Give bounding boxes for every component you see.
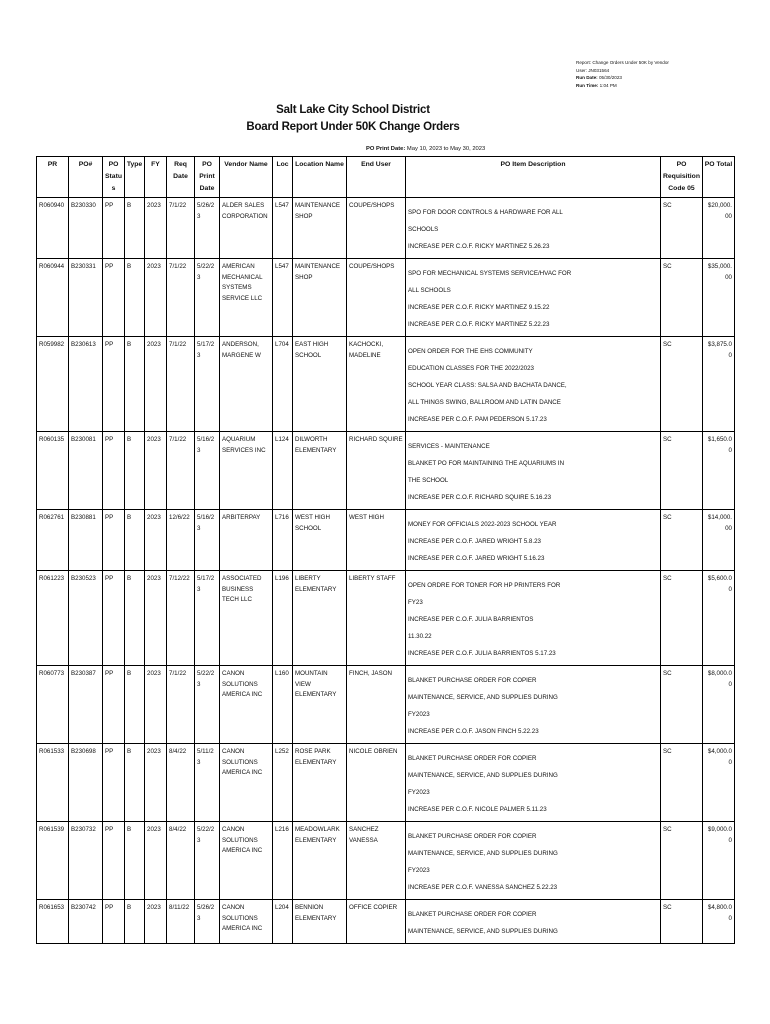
column-header: PO Requisition Code 05: [661, 157, 703, 198]
description-line: SPO FOR MECHANICAL SYSTEMS SERVICE/HVAC FOR: [408, 270, 572, 277]
cell-print: 5/16/23: [195, 432, 220, 510]
table-row: [37, 259, 735, 337]
cell-po: B230330: [69, 198, 103, 259]
description-line: INCREASE PER C.O.F. JULIA BARRIENTOS 5.17.23: [408, 650, 556, 657]
report-user: User: JN031564: [576, 67, 610, 73]
cell-locname: ROSE PARK ELEMENTARY: [293, 744, 347, 822]
cell-pr: R060940: [37, 198, 69, 259]
description-line: SPO FOR DOOR CONTROLS & HARDWARE FOR ALL: [408, 209, 563, 216]
cell-status: PP: [103, 666, 125, 744]
cell-print: 5/26/23: [195, 900, 220, 944]
description-line: SCHOOLS: [408, 226, 439, 233]
cell-enduser: OFFICE COPIER: [347, 900, 406, 944]
cell-loc: L124: [273, 432, 293, 510]
description-line: FY2023: [408, 711, 430, 718]
cell-enduser: WEST HIGH: [347, 510, 406, 571]
cell-code: SC: [661, 571, 703, 666]
description-line: ALL SCHOOLS: [408, 287, 451, 294]
cell-type: B: [125, 432, 145, 510]
cell-type: B: [125, 198, 145, 259]
cell-vendor: CANON SOLUTIONS AMERICA INC: [220, 900, 273, 944]
description-line: OPEN ORDER FOR THE EHS COMMUNITY: [408, 348, 533, 355]
cell-total: $9,000.00: [703, 822, 735, 900]
cell-total: $4,800.00: [703, 900, 735, 944]
cell-enduser: LIBERTY STAFF: [347, 571, 406, 666]
description-line: BLANKET PURCHASE ORDER FOR COPIER: [408, 755, 537, 762]
description-line: INCREASE PER C.O.F. JULIA BARRIENTOS: [408, 616, 534, 623]
cell-code: SC: [661, 337, 703, 432]
cell-locname: EAST HIGH SCHOOL: [293, 337, 347, 432]
cell-loc: L547: [273, 259, 293, 337]
cell-enduser: COUPE/SHOPS: [347, 198, 406, 259]
cell-total: $14,000.00: [703, 510, 735, 571]
description-line: MAINTENANCE, SERVICE, AND SUPPLIES DURING: [408, 694, 558, 701]
cell-total: $8,000.00: [703, 666, 735, 744]
cell-desc: [406, 259, 661, 337]
cell-code: SC: [661, 259, 703, 337]
change-orders-table: [36, 156, 735, 944]
report-titles: [0, 102, 706, 136]
cell-pr: R061533: [37, 744, 69, 822]
cell-enduser: RICHARD SQUIRE: [347, 432, 406, 510]
table-row: [37, 432, 735, 510]
column-header: PO Print Date: [195, 157, 220, 198]
column-header: Loc: [273, 157, 293, 198]
cell-locname: LIBERTY ELEMENTARY: [293, 571, 347, 666]
cell-req: 7/1/22: [167, 198, 195, 259]
table-row: [37, 198, 735, 259]
description-line: INCREASE PER C.O.F. RICKY MARTINEZ 5.22.23: [408, 321, 550, 328]
description-line: INCREASE PER C.O.F. PAM PEDERSON 5.17.23: [408, 416, 547, 423]
cell-vendor: ALDER SALES CORPORATION: [220, 198, 273, 259]
description-line: INCREASE PER C.O.F. JASON FINCH 5.22.23: [408, 728, 539, 735]
description-line: 11.30.22: [408, 633, 432, 640]
description-line: MAINTENANCE, SERVICE, AND SUPPLIES DURING: [408, 928, 558, 935]
table-row: [37, 822, 735, 900]
cell-print: 5/22/23: [195, 666, 220, 744]
cell-type: B: [125, 571, 145, 666]
table-header-row: [37, 157, 735, 198]
description-line: FY23: [408, 599, 423, 606]
cell-fy: 2023: [145, 259, 167, 337]
description-line: INCREASE PER C.O.F. RICHARD SQUIRE 5.16.23: [408, 494, 552, 501]
cell-pr: R059982: [37, 337, 69, 432]
description-line: INCREASE PER C.O.F. JARED WRIGHT 5.16.23: [408, 555, 545, 562]
cell-po: B230742: [69, 900, 103, 944]
cell-print: 5/11/23: [195, 744, 220, 822]
cell-loc: L204: [273, 900, 293, 944]
cell-pr: R060944: [37, 259, 69, 337]
cell-enduser: SANCHEZ VANESSA: [347, 822, 406, 900]
description-line: BLANKET PURCHASE ORDER FOR COPIER: [408, 833, 537, 840]
run-date: Run Date: 05/30/2023: [576, 75, 622, 80]
cell-loc: L252: [273, 744, 293, 822]
cell-desc: [406, 744, 661, 822]
cell-enduser: COUPE/SHOPS: [347, 259, 406, 337]
cell-pr: R060135: [37, 432, 69, 510]
cell-print: 5/22/23: [195, 822, 220, 900]
cell-pr: R060773: [37, 666, 69, 744]
cell-req: 7/1/22: [167, 666, 195, 744]
cell-po: B230523: [69, 571, 103, 666]
cell-desc: [406, 337, 661, 432]
column-header: PO#: [69, 157, 103, 198]
cell-desc: [406, 571, 661, 666]
cell-po: B230698: [69, 744, 103, 822]
description-line: SCHOOL YEAR CLASS: SALSA AND BACHATA DANCE,: [408, 382, 567, 389]
cell-status: PP: [103, 900, 125, 944]
cell-print: 5/17/23: [195, 337, 220, 432]
cell-print: 5/26/23: [195, 198, 220, 259]
cell-locname: DILWORTH ELEMENTARY: [293, 432, 347, 510]
cell-pr: R061223: [37, 571, 69, 666]
cell-print: 5/22/23: [195, 259, 220, 337]
cell-po: B230732: [69, 822, 103, 900]
table-row: [37, 571, 735, 666]
report-name: Report: Change Orders Under 50K by Vendor: [576, 60, 669, 65]
cell-enduser: FINCH, JASON: [347, 666, 406, 744]
cell-type: B: [125, 900, 145, 944]
cell-req: 8/4/22: [167, 822, 195, 900]
cell-desc: [406, 510, 661, 571]
cell-total: $35,000.00: [703, 259, 735, 337]
cell-vendor: ARBITERPAY: [220, 510, 273, 571]
cell-type: B: [125, 822, 145, 900]
report-meta: [576, 59, 669, 89]
description-line: OPEN ORDRE FOR TONER FOR HP PRINTERS FOR: [408, 582, 561, 589]
table-row: [37, 744, 735, 822]
cell-pr: R061653: [37, 900, 69, 944]
cell-type: B: [125, 259, 145, 337]
cell-type: B: [125, 744, 145, 822]
column-header: Type: [125, 157, 145, 198]
description-line: FY2023: [408, 867, 430, 874]
description-line: THE SCHOOL: [408, 477, 449, 484]
cell-loc: L216: [273, 822, 293, 900]
cell-code: SC: [661, 198, 703, 259]
description-line: INCREASE PER C.O.F. RICKY MARTINEZ 5.26.23: [408, 243, 550, 250]
column-header: PO Total: [703, 157, 735, 198]
cell-total: $3,875.00: [703, 337, 735, 432]
cell-locname: MEADOWLARK ELEMENTARY: [293, 822, 347, 900]
cell-pr: R061539: [37, 822, 69, 900]
column-header: End User: [347, 157, 406, 198]
cell-req: 8/11/22: [167, 900, 195, 944]
cell-locname: BENNION ELEMENTARY: [293, 900, 347, 944]
cell-pr: R062761: [37, 510, 69, 571]
cell-vendor: AQUARIUM SERVICES INC: [220, 432, 273, 510]
page-title: Salt Lake City School District: [276, 104, 430, 116]
cell-code: SC: [661, 510, 703, 571]
column-header: Location Name: [293, 157, 347, 198]
description-line: MONEY FOR OFFICIALS 2022-2023 SCHOOL YEAR: [408, 521, 557, 528]
cell-enduser: KACHOCKI, MADELINE: [347, 337, 406, 432]
cell-loc: L196: [273, 571, 293, 666]
cell-loc: L547: [273, 198, 293, 259]
cell-locname: WEST HIGH SCHOOL: [293, 510, 347, 571]
cell-desc: [406, 666, 661, 744]
cell-locname: MOUNTAIN VIEW ELEMENTARY: [293, 666, 347, 744]
cell-total: $20,000.00: [703, 198, 735, 259]
cell-fy: 2023: [145, 571, 167, 666]
cell-vendor: CANON SOLUTIONS AMERICA INC: [220, 666, 273, 744]
cell-status: PP: [103, 259, 125, 337]
description-line: INCREASE PER C.O.F. VANESSA SANCHEZ 5.22.23: [408, 884, 558, 891]
cell-desc: [406, 822, 661, 900]
column-header: PR: [37, 157, 69, 198]
cell-locname: MAINTENANCE SHOP: [293, 198, 347, 259]
cell-po: B230387: [69, 666, 103, 744]
cell-total: $4,000.00: [703, 744, 735, 822]
description-line: EDUCATION CLASSES FOR THE 2022/2023: [408, 365, 534, 372]
cell-po: B230331: [69, 259, 103, 337]
cell-loc: L160: [273, 666, 293, 744]
cell-po: B230081: [69, 432, 103, 510]
column-header: PO Item Description: [406, 157, 661, 198]
description-line: BLANKET PURCHASE ORDER FOR COPIER: [408, 911, 537, 918]
cell-total: $5,600.00: [703, 571, 735, 666]
cell-fy: 2023: [145, 198, 167, 259]
cell-po: B230881: [69, 510, 103, 571]
cell-type: B: [125, 510, 145, 571]
cell-type: B: [125, 337, 145, 432]
cell-status: PP: [103, 744, 125, 822]
cell-desc: [406, 432, 661, 510]
cell-locname: MAINTENANCE SHOP: [293, 259, 347, 337]
cell-total: $1,650.00: [703, 432, 735, 510]
cell-req: 12/6/22: [167, 510, 195, 571]
table-row: [37, 510, 735, 571]
cell-fy: 2023: [145, 744, 167, 822]
cell-fy: 2023: [145, 822, 167, 900]
cell-req: 7/1/22: [167, 337, 195, 432]
cell-vendor: AMERICAN MECHANICAL SYSTEMS SERVICE LLC: [220, 259, 273, 337]
cell-vendor: ASSOCIATED BUSINESS TECH LLC: [220, 571, 273, 666]
cell-vendor: ANDERSON, MARGENE W: [220, 337, 273, 432]
cell-code: SC: [661, 822, 703, 900]
cell-code: SC: [661, 744, 703, 822]
cell-fy: 2023: [145, 432, 167, 510]
cell-status: PP: [103, 571, 125, 666]
cell-po: B230613: [69, 337, 103, 432]
cell-status: PP: [103, 337, 125, 432]
page-subtitle: Board Report Under 50K Change Orders: [246, 121, 460, 133]
cell-loc: L716: [273, 510, 293, 571]
description-line: SERVICES - MAINTENANCE: [408, 443, 490, 450]
cell-fy: 2023: [145, 337, 167, 432]
cell-fy: 2023: [145, 666, 167, 744]
description-line: INCREASE PER C.O.F. NICOLE PALMER 5.11.23: [408, 806, 547, 813]
table-row: [37, 666, 735, 744]
description-line: MAINTENANCE, SERVICE, AND SUPPLIES DURING: [408, 772, 558, 779]
cell-status: PP: [103, 510, 125, 571]
table-row: [37, 900, 735, 944]
cell-fy: 2023: [145, 510, 167, 571]
cell-loc: L704: [273, 337, 293, 432]
cell-code: SC: [661, 432, 703, 510]
description-line: INCREASE PER C.O.F. RICKY MARTINEZ 9.15.22: [408, 304, 550, 311]
cell-code: SC: [661, 900, 703, 944]
description-line: FY2023: [408, 789, 430, 796]
cell-status: PP: [103, 822, 125, 900]
column-header: Vendor Name: [220, 157, 273, 198]
description-line: MAINTENANCE, SERVICE, AND SUPPLIES DURING: [408, 850, 558, 857]
cell-vendor: CANON SOLUTIONS AMERICA INC: [220, 822, 273, 900]
table-body: [37, 198, 735, 944]
description-line: BLANKET PURCHASE ORDER FOR COPIER: [408, 677, 537, 684]
run-time: Run Time: 1:04 PM: [576, 82, 617, 88]
cell-status: PP: [103, 198, 125, 259]
cell-code: SC: [661, 666, 703, 744]
description-line: ALL THINGS SWING, BALLROOM AND LATIN DANCE: [408, 399, 561, 406]
description-line: INCREASE PER C.O.F. JARED WRIGHT 5.8.23: [408, 538, 541, 545]
cell-req: 8/4/22: [167, 744, 195, 822]
cell-desc: [406, 198, 661, 259]
cell-desc: [406, 900, 661, 944]
cell-print: 5/17/23: [195, 571, 220, 666]
cell-fy: 2023: [145, 900, 167, 944]
cell-req: 7/1/22: [167, 432, 195, 510]
column-header: FY: [145, 157, 167, 198]
table-row: [37, 337, 735, 432]
cell-req: 7/1/22: [167, 259, 195, 337]
column-header: Req Date: [167, 157, 195, 198]
cell-type: B: [125, 666, 145, 744]
cell-req: 7/12/22: [167, 571, 195, 666]
cell-status: PP: [103, 432, 125, 510]
cell-enduser: NICOLE OBRIEN: [347, 744, 406, 822]
print-date-range: PO Print Date: May 10, 2023 to May 30, 2023: [366, 146, 486, 152]
cell-vendor: CANON SOLUTIONS AMERICA INC: [220, 744, 273, 822]
cell-print: 5/16/23: [195, 510, 220, 571]
description-line: BLANKET PO FOR MAINTAINING THE AQUARIUMS IN: [408, 460, 565, 467]
column-header: PO Status: [103, 157, 125, 198]
